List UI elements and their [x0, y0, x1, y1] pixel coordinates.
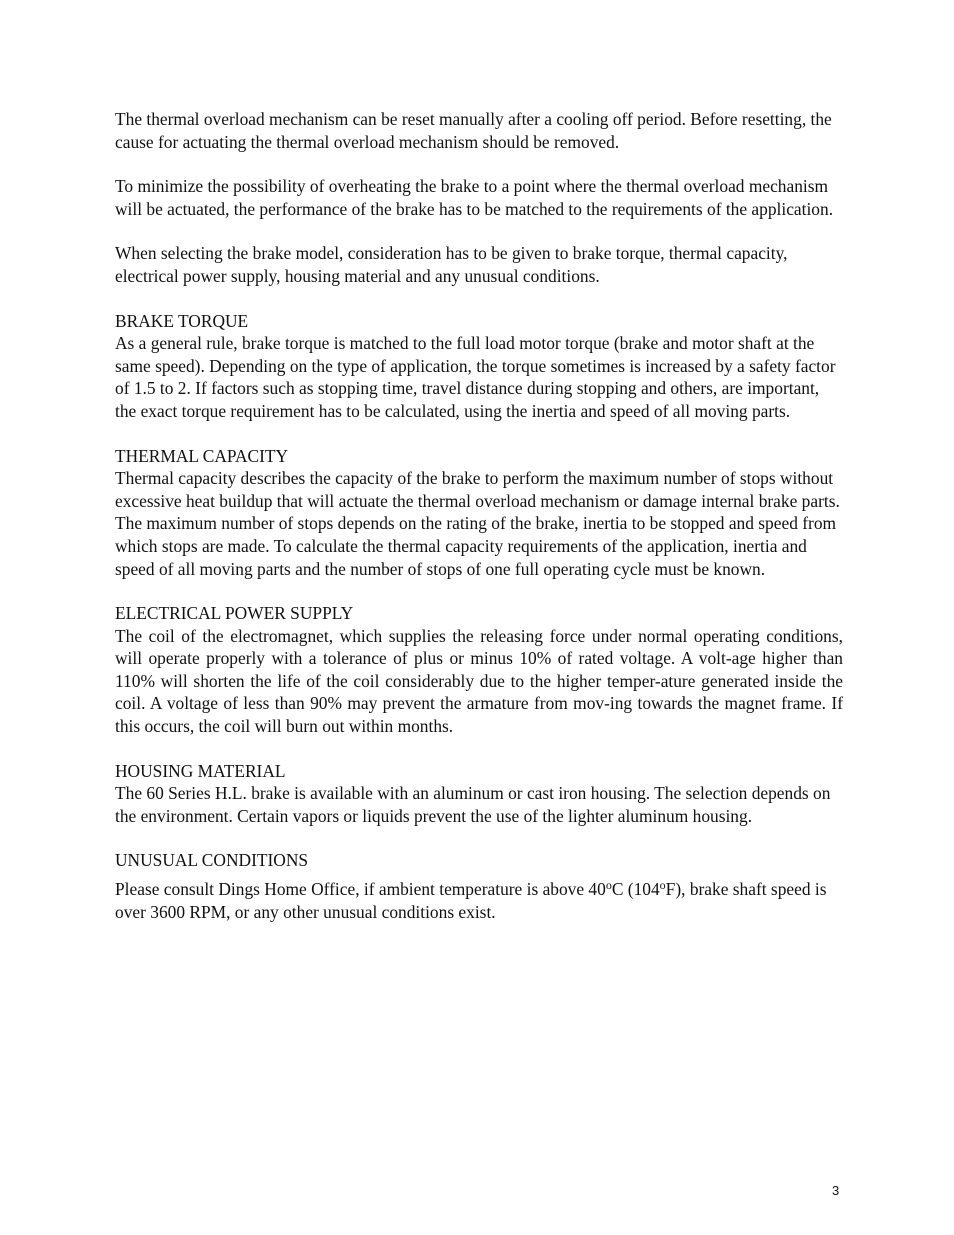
section-body: The 60 Series H.L. brake is available with an aluminum or cast iron housing. The selection depends on the environment. Certain vapors or liquids prevent the use of the lighter aluminum housing. — [115, 783, 831, 826]
section-unusual-conditions — [115, 849, 843, 923]
section-body: As a general rule, brake torque is matched to the full load motor torque (brake and motor shaft at the same speed). Depending on the type of application, the torque sometimes is increased by a safety factor of 1.5 to 2. If factors such as stopping time, travel distance during stopping and others, are important, the exact torque requirement has to be calculated, using the inertia and speed of all moving parts. — [115, 333, 836, 421]
intro-paragraph-reset: The thermal overload mechanism can be reset manually after a cooling off period. Before resetting, the cause for actuating the thermal overload mechanism should be removed. — [115, 109, 832, 152]
section-housing-material — [115, 760, 843, 828]
section-heading: HOUSING MATERIAL — [115, 760, 286, 781]
section-body: The coil of the electromagnet, which supplies the releasing force under normal operating conditions, will operate properly with a tolerance of plus or minus 10% of rated voltage. A volt-age higher than 110% will shorten the life of the coil considerably due to the higher temper-ature generated inside the coil. A voltage of less than 90% may prevent the armature from mov-ing towards the magnet frame. If this occurs, the coil will burn out within months. — [115, 625, 843, 737]
body-text-part: C (104 — [611, 879, 660, 900]
body-text-part: F), brake shaft speed is over 3600 RPM, or any other unusual conditions exist. — [115, 879, 827, 922]
section-thermal-capacity — [115, 445, 843, 581]
section-heading: ELECTRICAL POWER SUPPLY — [115, 603, 354, 624]
section-electrical-power-supply — [115, 602, 843, 738]
page-number: 3 — [832, 1183, 840, 1198]
page-content — [115, 108, 843, 945]
degree-superscript: o — [605, 878, 612, 893]
section-brake-torque — [115, 310, 843, 423]
intro-paragraph-selection: When selecting the brake model, consideration has to be given to brake torque, thermal capacity, electrical power supply, housing material and any unusual conditions. — [115, 243, 788, 286]
section-heading: UNUSUAL CONDITIONS — [115, 850, 309, 871]
section-heading: BRAKE TORQUE — [115, 310, 249, 331]
section-body: Thermal capacity describes the capacity of the brake to perform the maximum number of stops without excessive heat buildup that will actuate the thermal overload mechanism or damage internal brake parts. The maximum number of stops depends on the rating of the brake, inertia to be stopped and speed from which stops are made. To calculate the thermal capacity requirements of the application, inertia and speed of all moving parts and the number of stops of one full operating cycle must be known. — [115, 468, 840, 579]
section-heading: THERMAL CAPACITY — [115, 445, 289, 466]
degree-superscript: o — [659, 878, 666, 893]
section-body — [115, 878, 843, 923]
body-text-part: Please consult Dings Home Office, if ambient temperature is above 40 — [115, 879, 606, 900]
intro-paragraph-overheating: To minimize the possibility of overheating the brake to a point where the thermal overload mechanism will be actuated, the performance of the brake has to be matched to the requirements of the application. — [115, 176, 834, 219]
